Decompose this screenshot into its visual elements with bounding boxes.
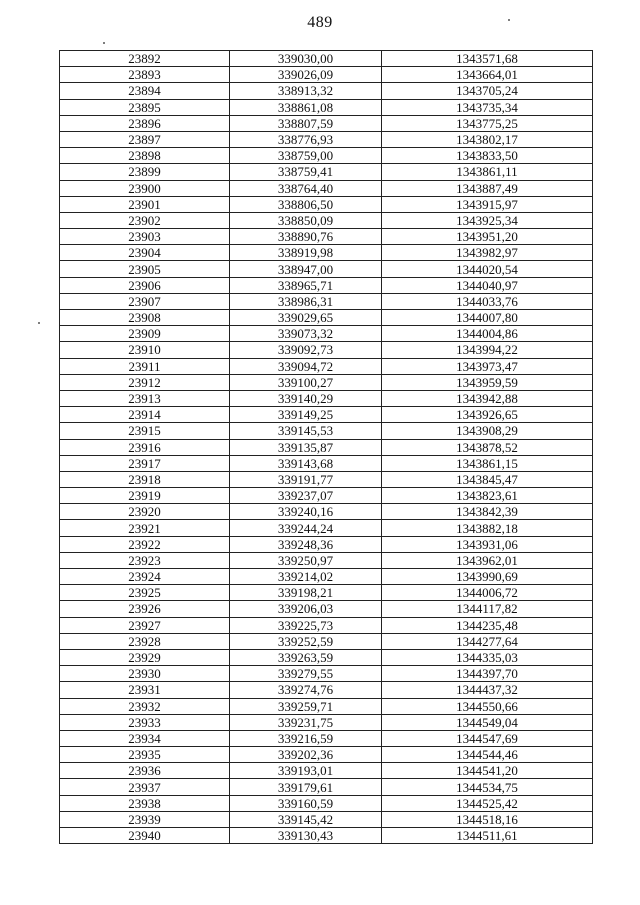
- table-row: [60, 682, 593, 698]
- x-coordinate-cell: 338807,59: [230, 115, 382, 131]
- x-coordinate-cell: 339145,42: [230, 811, 382, 827]
- x-coordinate-cell: 339263,59: [230, 649, 382, 665]
- y-coordinate-cell: 1343990,69: [382, 569, 593, 585]
- table-row: [60, 698, 593, 714]
- point-number-cell: 23896: [60, 115, 230, 131]
- point-number-cell: 23924: [60, 569, 230, 585]
- table-row: [60, 229, 593, 245]
- point-number-cell: 23920: [60, 504, 230, 520]
- point-number-cell: 23936: [60, 763, 230, 779]
- table-row: [60, 212, 593, 228]
- point-number-cell: 23926: [60, 601, 230, 617]
- point-number-cell: 23935: [60, 747, 230, 763]
- y-coordinate-cell: 1344397,70: [382, 666, 593, 682]
- x-coordinate-cell: 339252,59: [230, 633, 382, 649]
- x-coordinate-cell: 338759,41: [230, 164, 382, 180]
- point-number-cell: 23916: [60, 439, 230, 455]
- table-row: [60, 407, 593, 423]
- x-coordinate-cell: 339029,65: [230, 310, 382, 326]
- y-coordinate-cell: 1343823,61: [382, 488, 593, 504]
- scan-speck: [38, 322, 40, 324]
- y-coordinate-cell: 1344020,54: [382, 261, 593, 277]
- y-coordinate-cell: 1344547,69: [382, 730, 593, 746]
- point-number-cell: 23904: [60, 245, 230, 261]
- point-number-cell: 23903: [60, 229, 230, 245]
- point-number-cell: 23930: [60, 666, 230, 682]
- scan-speck: [508, 19, 510, 21]
- x-coordinate-cell: 339145,53: [230, 423, 382, 439]
- table-row: [60, 504, 593, 520]
- x-coordinate-cell: 339094,72: [230, 358, 382, 374]
- point-number-cell: 23907: [60, 293, 230, 309]
- table-row: [60, 828, 593, 844]
- scan-speck: [103, 42, 105, 44]
- x-coordinate-cell: 339140,29: [230, 390, 382, 406]
- x-coordinate-cell: 339193,01: [230, 763, 382, 779]
- x-coordinate-cell: 338947,00: [230, 261, 382, 277]
- x-coordinate-cell: 339225,73: [230, 617, 382, 633]
- point-number-cell: 23898: [60, 148, 230, 164]
- x-coordinate-cell: 339240,16: [230, 504, 382, 520]
- y-coordinate-cell: 1343915,97: [382, 196, 593, 212]
- table-row: [60, 67, 593, 83]
- x-coordinate-cell: 339191,77: [230, 471, 382, 487]
- y-coordinate-cell: 1343951,20: [382, 229, 593, 245]
- x-coordinate-cell: 338986,31: [230, 293, 382, 309]
- table-row: [60, 245, 593, 261]
- y-coordinate-cell: 1343802,17: [382, 131, 593, 147]
- y-coordinate-cell: 1344033,76: [382, 293, 593, 309]
- point-number-cell: 23925: [60, 585, 230, 601]
- x-coordinate-cell: 339030,00: [230, 51, 382, 67]
- x-coordinate-cell: 338890,76: [230, 229, 382, 245]
- point-number-cell: 23933: [60, 714, 230, 730]
- table-row: [60, 714, 593, 730]
- table-row: [60, 439, 593, 455]
- table-row: [60, 131, 593, 147]
- table-row: [60, 99, 593, 115]
- table-row: [60, 358, 593, 374]
- point-number-cell: 23913: [60, 390, 230, 406]
- x-coordinate-cell: 339202,36: [230, 747, 382, 763]
- y-coordinate-cell: 1344437,32: [382, 682, 593, 698]
- y-coordinate-cell: 1344117,82: [382, 601, 593, 617]
- y-coordinate-cell: 1343982,97: [382, 245, 593, 261]
- y-coordinate-cell: 1343878,52: [382, 439, 593, 455]
- y-coordinate-cell: 1343931,06: [382, 536, 593, 552]
- y-coordinate-cell: 1343705,24: [382, 83, 593, 99]
- table-row: [60, 617, 593, 633]
- y-coordinate-cell: 1343959,59: [382, 374, 593, 390]
- x-coordinate-cell: 339248,36: [230, 536, 382, 552]
- y-coordinate-cell: 1343735,34: [382, 99, 593, 115]
- coordinates-table: [59, 50, 593, 844]
- table-row: [60, 601, 593, 617]
- point-number-cell: 23922: [60, 536, 230, 552]
- point-number-cell: 23905: [60, 261, 230, 277]
- y-coordinate-cell: 1344511,61: [382, 828, 593, 844]
- y-coordinate-cell: 1343925,34: [382, 212, 593, 228]
- page-number: 489: [307, 14, 333, 31]
- y-coordinate-cell: 1343842,39: [382, 504, 593, 520]
- table-row: [60, 277, 593, 293]
- table-row: [60, 633, 593, 649]
- table-row: [60, 649, 593, 665]
- table-row: [60, 585, 593, 601]
- point-number-cell: 23892: [60, 51, 230, 67]
- table-row: [60, 83, 593, 99]
- point-number-cell: 23909: [60, 326, 230, 342]
- x-coordinate-cell: 339214,02: [230, 569, 382, 585]
- x-coordinate-cell: 339130,43: [230, 828, 382, 844]
- table-row: [60, 536, 593, 552]
- y-coordinate-cell: 1344235,48: [382, 617, 593, 633]
- table-row: [60, 779, 593, 795]
- point-number-cell: 23928: [60, 633, 230, 649]
- x-coordinate-cell: 339231,75: [230, 714, 382, 730]
- y-coordinate-cell: 1343775,25: [382, 115, 593, 131]
- point-number-cell: 23908: [60, 310, 230, 326]
- x-coordinate-cell: 338919,98: [230, 245, 382, 261]
- table-row: [60, 811, 593, 827]
- x-coordinate-cell: 339179,61: [230, 779, 382, 795]
- y-coordinate-cell: 1344541,20: [382, 763, 593, 779]
- table-row: [60, 115, 593, 131]
- point-number-cell: 23901: [60, 196, 230, 212]
- y-coordinate-cell: 1344004,86: [382, 326, 593, 342]
- table-row: [60, 326, 593, 342]
- x-coordinate-cell: 339250,97: [230, 552, 382, 568]
- y-coordinate-cell: 1343833,50: [382, 148, 593, 164]
- point-number-cell: 23939: [60, 811, 230, 827]
- table-row: [60, 423, 593, 439]
- x-coordinate-cell: 338965,71: [230, 277, 382, 293]
- x-coordinate-cell: 339216,59: [230, 730, 382, 746]
- point-number-cell: 23923: [60, 552, 230, 568]
- point-number-cell: 23931: [60, 682, 230, 698]
- y-coordinate-cell: 1344277,64: [382, 633, 593, 649]
- point-number-cell: 23934: [60, 730, 230, 746]
- y-coordinate-cell: 1343926,65: [382, 407, 593, 423]
- point-number-cell: 23893: [60, 67, 230, 83]
- point-number-cell: 23911: [60, 358, 230, 374]
- table-row: [60, 488, 593, 504]
- x-coordinate-cell: 338776,93: [230, 131, 382, 147]
- x-coordinate-cell: 339198,21: [230, 585, 382, 601]
- x-coordinate-cell: 339073,32: [230, 326, 382, 342]
- point-number-cell: 23914: [60, 407, 230, 423]
- point-number-cell: 23938: [60, 795, 230, 811]
- table-row: [60, 196, 593, 212]
- point-number-cell: 23927: [60, 617, 230, 633]
- y-coordinate-cell: 1343973,47: [382, 358, 593, 374]
- point-number-cell: 23915: [60, 423, 230, 439]
- point-number-cell: 23897: [60, 131, 230, 147]
- x-coordinate-cell: 338759,00: [230, 148, 382, 164]
- table-row: [60, 520, 593, 536]
- x-coordinate-cell: 339160,59: [230, 795, 382, 811]
- point-number-cell: 23899: [60, 164, 230, 180]
- table-row: [60, 164, 593, 180]
- table-row: [60, 261, 593, 277]
- x-coordinate-cell: 339237,07: [230, 488, 382, 504]
- point-number-cell: 23912: [60, 374, 230, 390]
- point-number-cell: 23919: [60, 488, 230, 504]
- table-row: [60, 455, 593, 471]
- table-row: [60, 51, 593, 67]
- point-number-cell: 23921: [60, 520, 230, 536]
- y-coordinate-cell: 1344007,80: [382, 310, 593, 326]
- y-coordinate-cell: 1343861,11: [382, 164, 593, 180]
- point-number-cell: 23910: [60, 342, 230, 358]
- table-row: [60, 666, 593, 682]
- x-coordinate-cell: 338913,32: [230, 83, 382, 99]
- y-coordinate-cell: 1344335,03: [382, 649, 593, 665]
- point-number-cell: 23900: [60, 180, 230, 196]
- table-row: [60, 293, 593, 309]
- table-row: [60, 730, 593, 746]
- coordinates-table-body: [60, 51, 593, 844]
- x-coordinate-cell: 338806,50: [230, 196, 382, 212]
- table-row: [60, 747, 593, 763]
- table-row: [60, 374, 593, 390]
- y-coordinate-cell: 1343882,18: [382, 520, 593, 536]
- x-coordinate-cell: 339092,73: [230, 342, 382, 358]
- point-number-cell: 23894: [60, 83, 230, 99]
- x-coordinate-cell: 339244,24: [230, 520, 382, 536]
- table-row: [60, 763, 593, 779]
- y-coordinate-cell: 1344518,16: [382, 811, 593, 827]
- table-row: [60, 390, 593, 406]
- table-row: [60, 310, 593, 326]
- coordinates-table-container: [59, 50, 592, 844]
- point-number-cell: 23940: [60, 828, 230, 844]
- x-coordinate-cell: 338850,09: [230, 212, 382, 228]
- y-coordinate-cell: 1344534,75: [382, 779, 593, 795]
- y-coordinate-cell: 1343994,22: [382, 342, 593, 358]
- x-coordinate-cell: 338861,08: [230, 99, 382, 115]
- table-row: [60, 471, 593, 487]
- y-coordinate-cell: 1343962,01: [382, 552, 593, 568]
- y-coordinate-cell: 1343942,88: [382, 390, 593, 406]
- x-coordinate-cell: 339279,55: [230, 666, 382, 682]
- point-number-cell: 23929: [60, 649, 230, 665]
- x-coordinate-cell: 338764,40: [230, 180, 382, 196]
- point-number-cell: 23918: [60, 471, 230, 487]
- y-coordinate-cell: 1344040,97: [382, 277, 593, 293]
- point-number-cell: 23932: [60, 698, 230, 714]
- x-coordinate-cell: 339100,27: [230, 374, 382, 390]
- x-coordinate-cell: 339259,71: [230, 698, 382, 714]
- table-row: [60, 148, 593, 164]
- point-number-cell: 23895: [60, 99, 230, 115]
- x-coordinate-cell: 339143,68: [230, 455, 382, 471]
- table-row: [60, 569, 593, 585]
- y-coordinate-cell: 1344549,04: [382, 714, 593, 730]
- table-row: [60, 180, 593, 196]
- point-number-cell: 23937: [60, 779, 230, 795]
- y-coordinate-cell: 1343571,68: [382, 51, 593, 67]
- x-coordinate-cell: 339149,25: [230, 407, 382, 423]
- point-number-cell: 23902: [60, 212, 230, 228]
- y-coordinate-cell: 1344006,72: [382, 585, 593, 601]
- y-coordinate-cell: 1344550,66: [382, 698, 593, 714]
- y-coordinate-cell: 1343887,49: [382, 180, 593, 196]
- x-coordinate-cell: 339206,03: [230, 601, 382, 617]
- point-number-cell: 23917: [60, 455, 230, 471]
- y-coordinate-cell: 1343845,47: [382, 471, 593, 487]
- table-row: [60, 342, 593, 358]
- y-coordinate-cell: 1344544,46: [382, 747, 593, 763]
- y-coordinate-cell: 1344525,42: [382, 795, 593, 811]
- x-coordinate-cell: 339274,76: [230, 682, 382, 698]
- table-row: [60, 795, 593, 811]
- point-number-cell: 23906: [60, 277, 230, 293]
- x-coordinate-cell: 339026,09: [230, 67, 382, 83]
- y-coordinate-cell: 1343908,29: [382, 423, 593, 439]
- x-coordinate-cell: 339135,87: [230, 439, 382, 455]
- y-coordinate-cell: 1343664,01: [382, 67, 593, 83]
- table-row: [60, 552, 593, 568]
- y-coordinate-cell: 1343861,15: [382, 455, 593, 471]
